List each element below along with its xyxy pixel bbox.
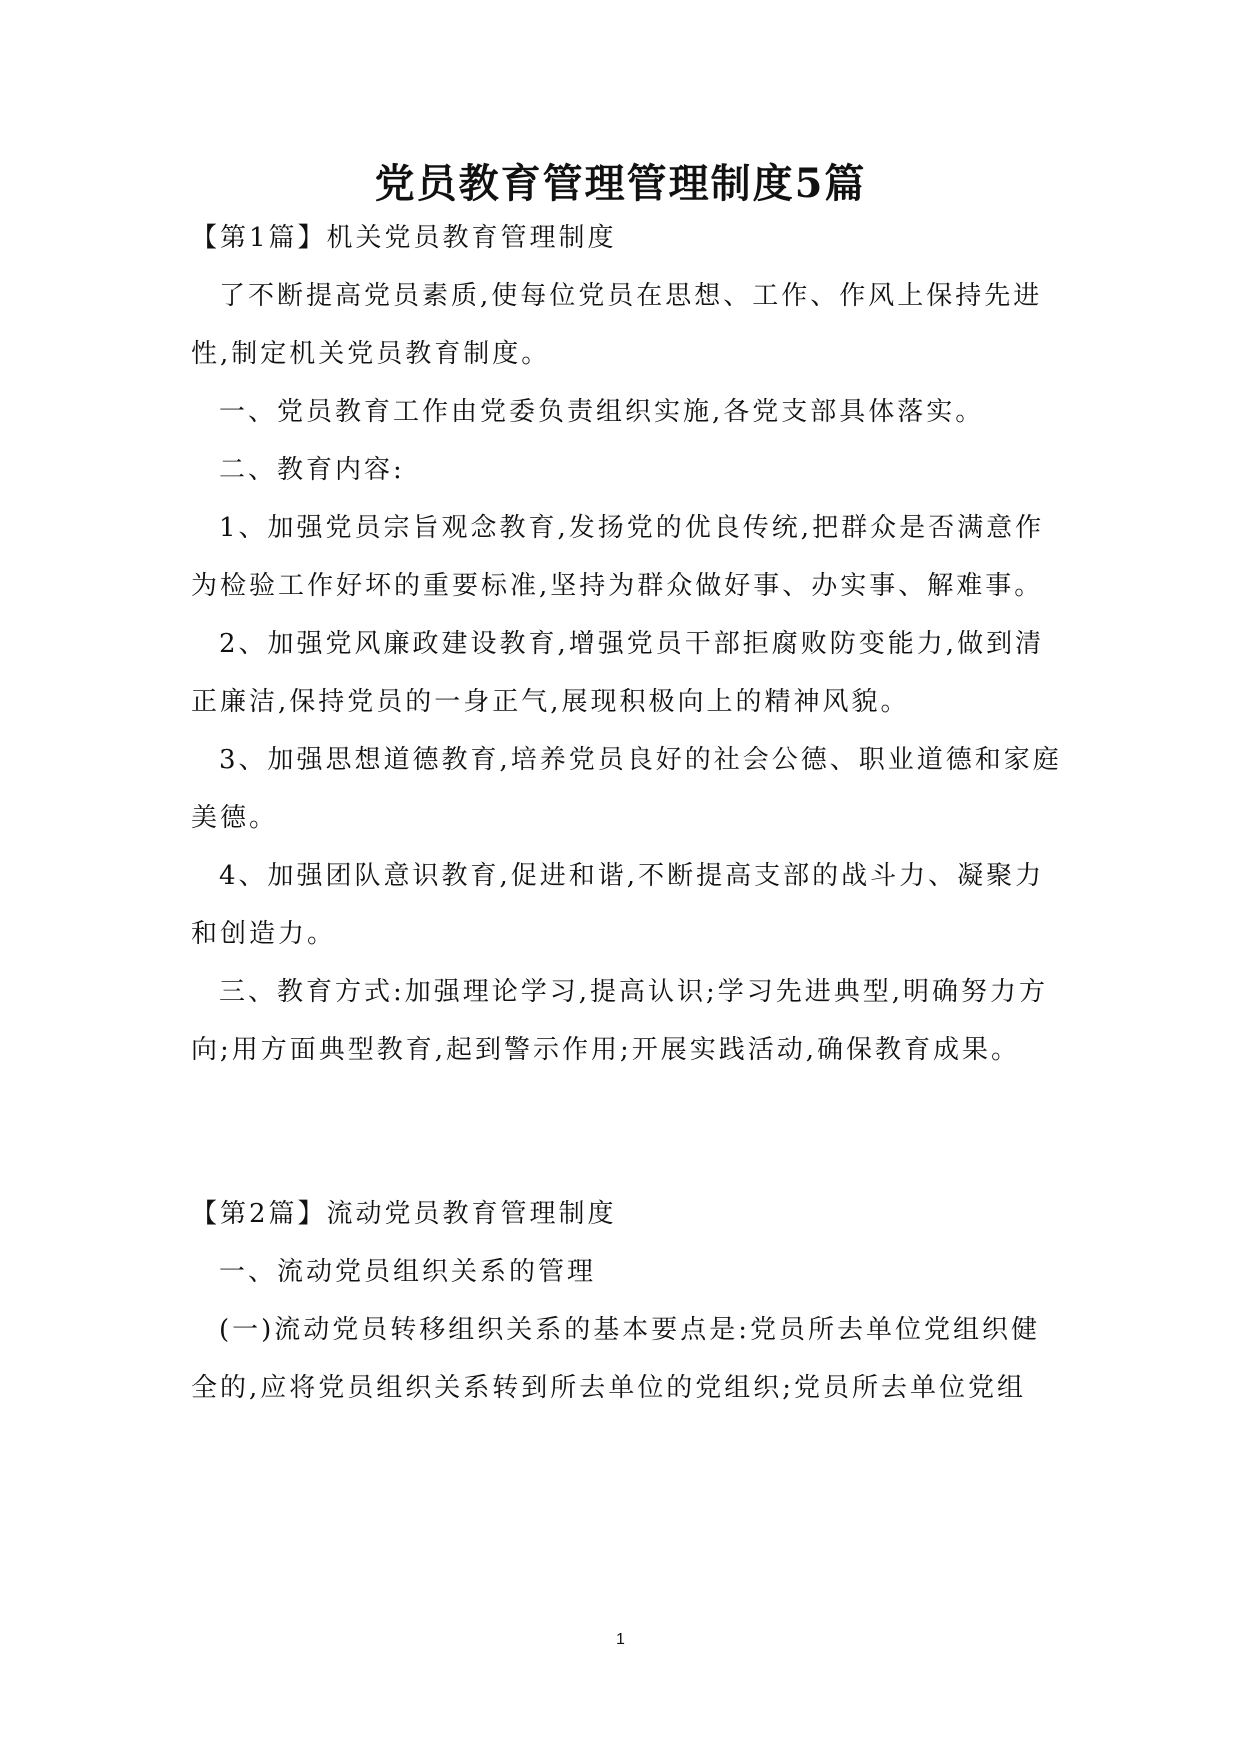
section-1-line: 正廉洁,保持党员的一身正气,展现积极向上的精神风貌。	[191, 687, 910, 717]
section-2-line: (一)流动党员转移组织关系的基本要点是:党员所去单位党组织健	[219, 1315, 1041, 1345]
section-1-line: 4、加强团队意识教育,促进和谐,不断提高支部的战斗力、凝聚力	[219, 861, 1045, 891]
document-title: 党员教育管理管理制度5篇	[374, 160, 867, 207]
section-1-line: 和创造力。	[191, 919, 337, 949]
section-1-line: 3、加强思想道德教育,培养党员良好的社会公德、职业道德和家庭	[219, 745, 1062, 775]
section-1-line: 2、加强党风廉政建设教育,增强党员干部拒腐败防变能力,做到清	[219, 629, 1045, 659]
section-2-line: 全的,应将党员组织关系转到所去单位的党组织;党员所去单位党组	[191, 1373, 1027, 1403]
section-1-line: 1、加强党员宗旨观念教育,发扬党的优良传统,把群众是否满意作	[219, 513, 1045, 543]
section-2-heading: 【第2篇】流动党员教育管理制度	[191, 1199, 617, 1229]
section-1-line: 为检验工作好坏的重要标准,坚持为群众做好事、办实事、解难事。	[191, 571, 1044, 601]
page-number: 1	[616, 1631, 625, 1648]
section-1-line: 性,制定机关党员教育制度。	[191, 339, 551, 369]
section-2-line: 一、流动党员组织关系的管理	[219, 1257, 597, 1287]
section-1-heading: 【第1篇】机关党员教育管理制度	[191, 223, 617, 253]
section-1-line: 向;用方面典型教育,起到警示作用;开展实践活动,确保教育成果。	[191, 1035, 1021, 1065]
section-1-line: 二、教育内容:	[219, 455, 405, 485]
section-1-line: 三、教育方式:加强理论学习,提高认识;学习先进典型,明确努力方	[219, 977, 1049, 1007]
section-1-line: 了不断提高党员素质,使每位党员在思想、工作、作风上保持先进	[219, 281, 1043, 311]
section-1-line: 美德。	[191, 803, 279, 833]
section-1-line: 一、党员教育工作由党委负责组织实施,各党支部具体落实。	[219, 397, 985, 427]
